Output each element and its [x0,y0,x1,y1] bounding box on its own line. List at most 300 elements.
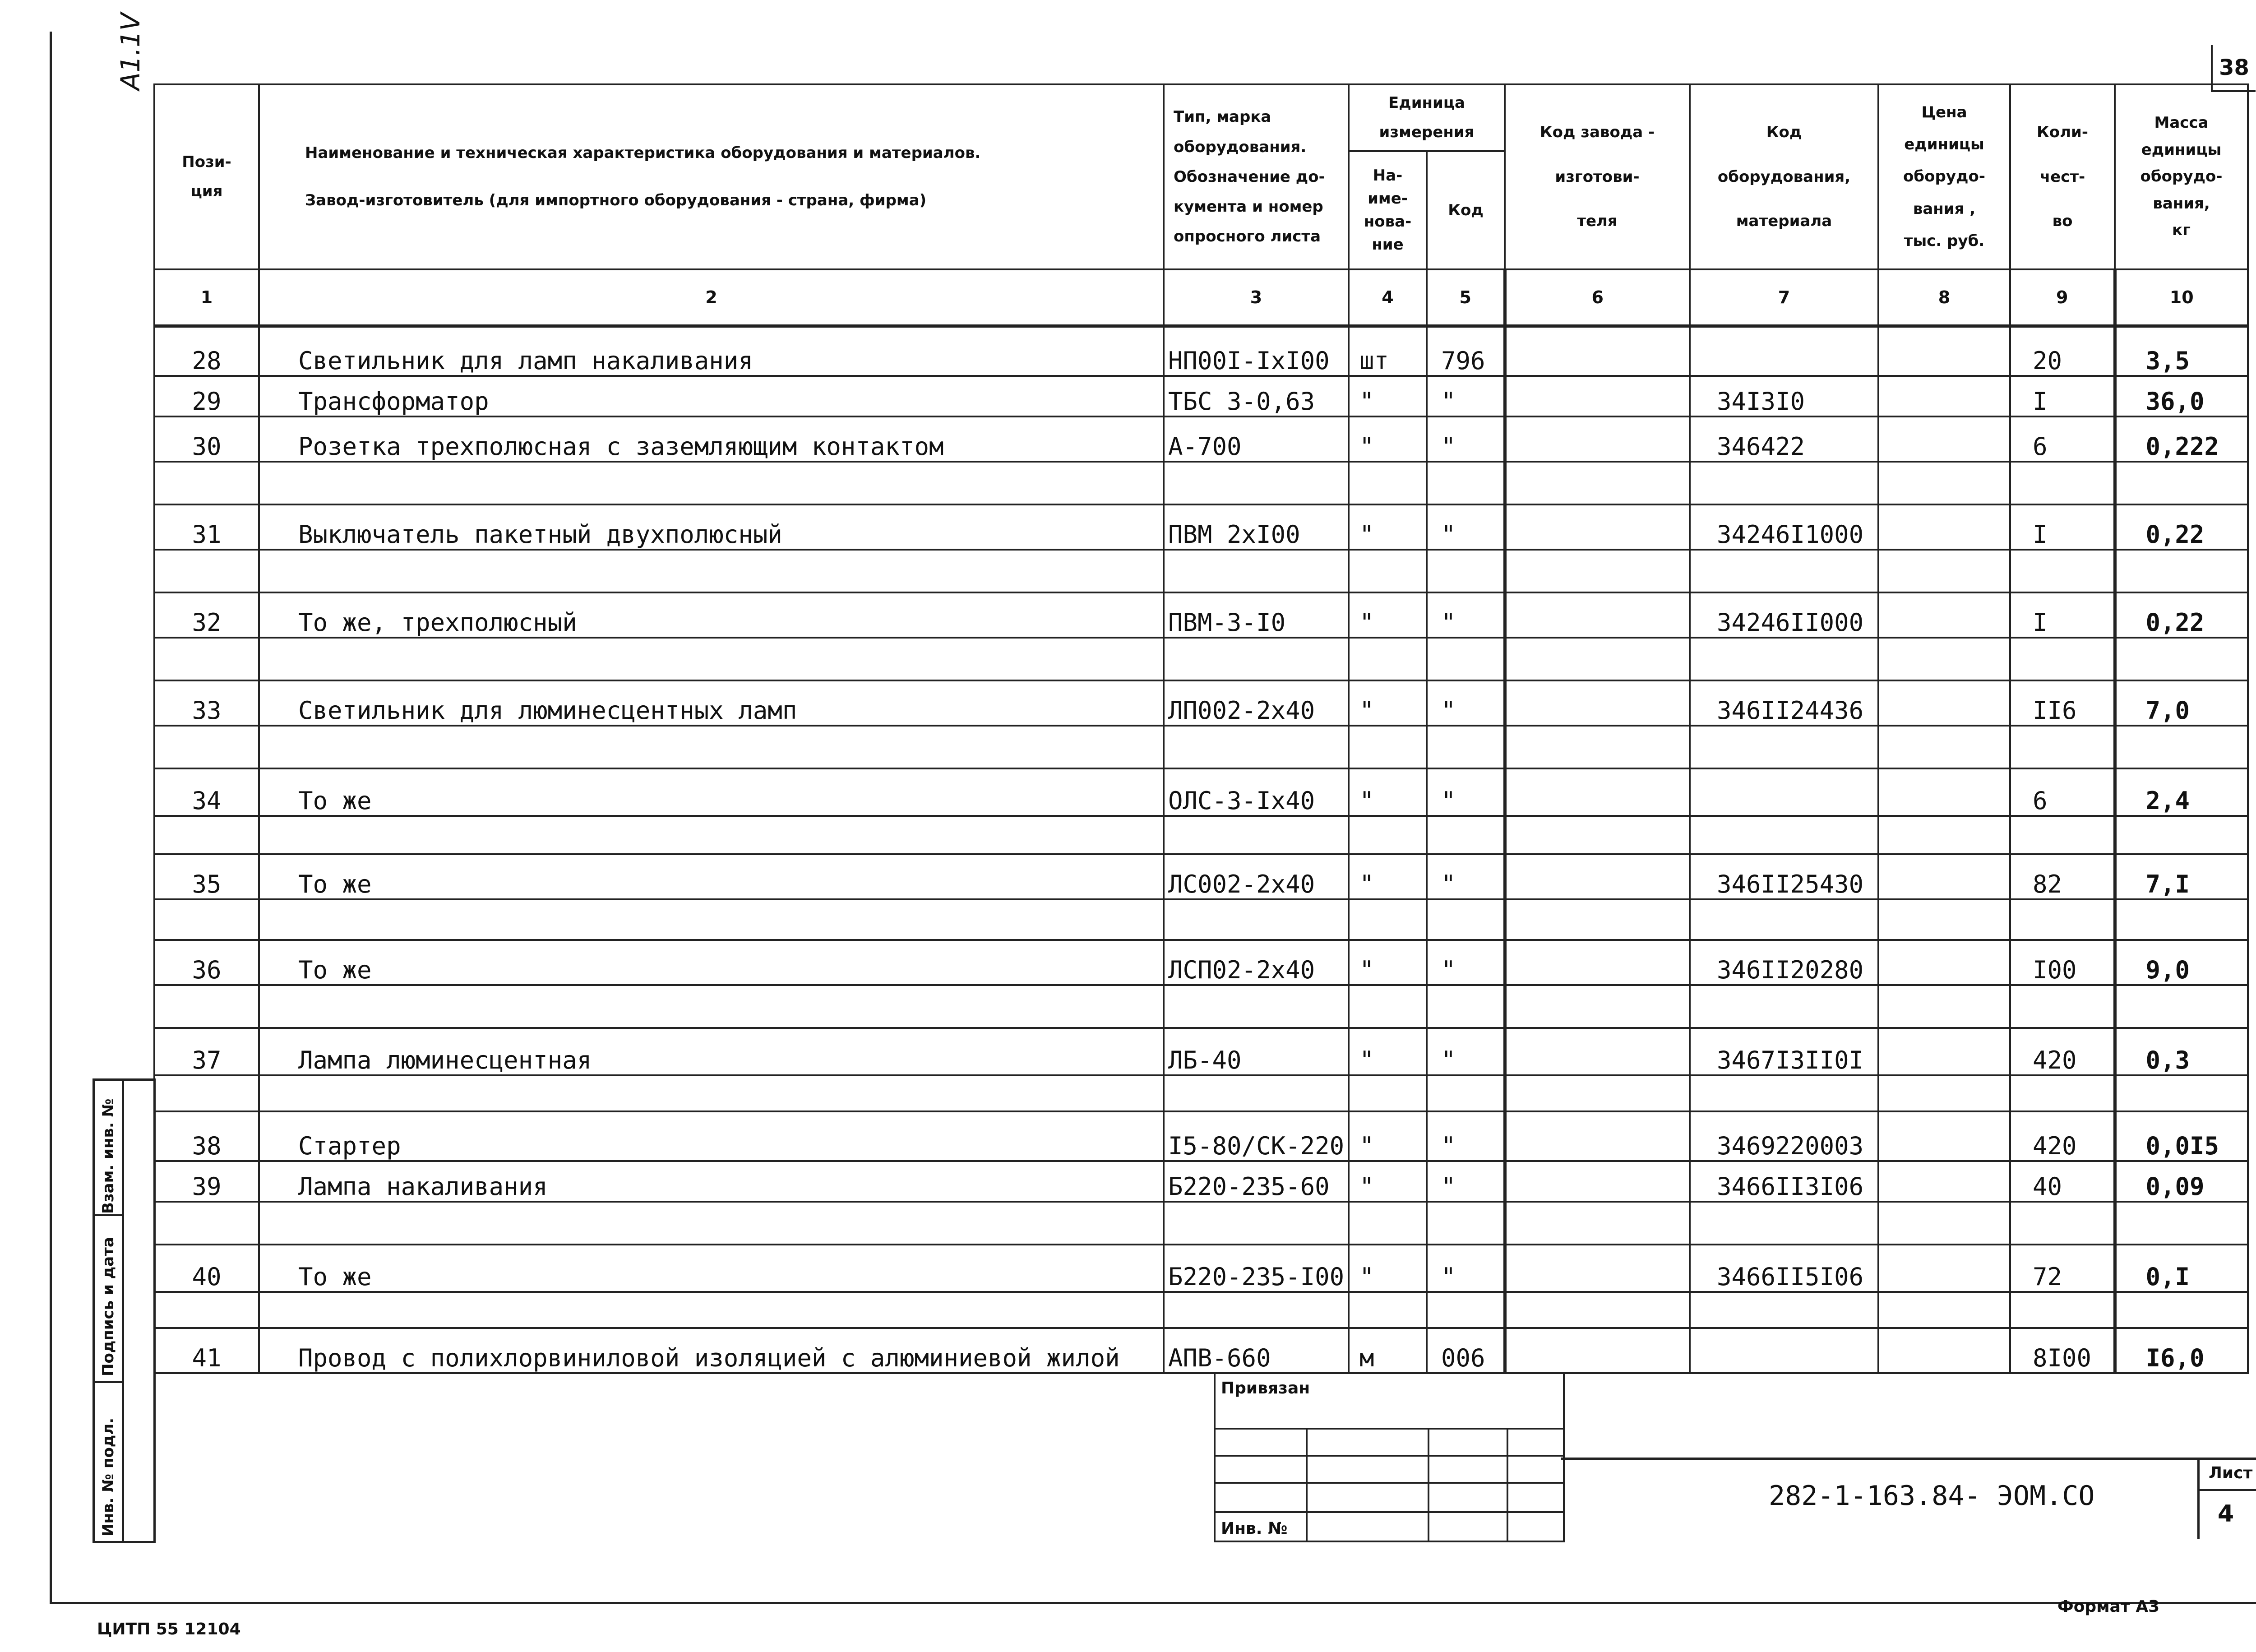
row-type: ТБС 3-0,63 [1164,376,1349,416]
row-unit-code [1427,816,1505,854]
row-quantity [2010,1202,2115,1245]
column-number: 4 [1349,269,1427,326]
row-type [1164,899,1349,940]
row-unit-code: " [1427,376,1505,416]
row-unit: " [1349,680,1427,726]
row-quantity: I [2010,376,2115,416]
row-price [1878,985,2010,1028]
row-material-code: 346II24436 [1690,680,1878,726]
row-material-code [1690,462,1878,504]
table-row [154,462,2248,504]
row-type: НП00I-IxI00 [1164,326,1349,376]
header-manufacturer: Завод-изготовитель (для импортного оборудования - страна, фирма) [305,191,927,209]
table-row [154,816,2248,854]
row-position [154,985,259,1028]
column-number: 1 [154,269,259,326]
sheet-box [2197,1458,2256,1539]
row-mass [2115,726,2248,768]
row-position: 36 [154,940,259,985]
row-maker-code [1505,416,1690,462]
row-unit-code: " [1427,940,1505,985]
row-unit-code: " [1427,1161,1505,1202]
header-name: Наименование и техническая характеристика оборудования и материалов. [305,144,981,162]
row-maker-code [1505,1245,1690,1292]
row-maker-code [1505,1328,1690,1373]
row-unit [1349,462,1427,504]
row-type: ОЛС-3-Ix40 [1164,768,1349,816]
row-quantity: 6 [2010,416,2115,462]
row-type: Б220-235-60 [1164,1161,1349,1202]
row-mass: 9,0 [2115,940,2248,985]
row-type [1164,816,1349,854]
row-name: Трансформатор [259,376,1164,416]
row-unit: м [1349,1328,1427,1373]
row-unit [1349,550,1427,592]
row-maker-code [1505,1075,1690,1111]
table-row [154,550,2248,592]
row-position: 35 [154,854,259,899]
row-mass: 0,I [2115,1245,2248,1292]
row-unit: " [1349,1111,1427,1161]
row-name [259,985,1164,1028]
row-mass [2115,985,2248,1028]
row-mass [2115,550,2248,592]
header-mass: Масса единицы оборудо- вания, кг [2115,84,2248,269]
row-type: А-700 [1164,416,1349,462]
row-maker-code [1505,985,1690,1028]
row-material-code [1690,726,1878,768]
binding-divider [1507,1428,1508,1541]
row-type: ЛП002-2x40 [1164,680,1349,726]
table-row [154,326,2248,376]
header-unit-code: Код [1427,151,1505,269]
row-price [1878,504,2010,550]
row-maker-code [1505,550,1690,592]
row-maker-code [1505,376,1690,416]
row-name: То же [259,940,1164,985]
table-row [154,726,2248,768]
row-mass [2115,462,2248,504]
row-material-code: 3469220003 [1690,1111,1878,1161]
row-type: Б220-235-I00 [1164,1245,1349,1292]
column-number: 6 [1505,269,1690,326]
row-unit-code [1427,899,1505,940]
row-material-code [1690,638,1878,680]
row-unit: " [1349,1245,1427,1292]
row-type [1164,1202,1349,1245]
row-mass: 0,222 [2115,416,2248,462]
row-mass: 0,22 [2115,504,2248,550]
row-position: 40 [154,1245,259,1292]
row-position [154,550,259,592]
row-quantity [2010,899,2115,940]
row-quantity [2010,726,2115,768]
row-position [154,1075,259,1111]
row-name: Светильник для ламп накаливания [259,326,1164,376]
row-mass: 0,22 [2115,592,2248,638]
row-name: Светильник для люминесцентных ламп [259,680,1164,726]
row-unit-code [1427,1202,1505,1245]
row-maker-code [1505,940,1690,985]
row-material-code: 34246II000 [1690,592,1878,638]
document-code: 282-1-163.84- ЭОМ.СО [1769,1480,2095,1512]
row-name: То же, трехполюсный [259,592,1164,638]
row-material-code [1690,1075,1878,1111]
row-mass: 0,0I5 [2115,1111,2248,1161]
row-name [259,899,1164,940]
row-maker-code [1505,726,1690,768]
row-type [1164,726,1349,768]
row-material-code: 34246I1000 [1690,504,1878,550]
row-unit-code: " [1427,1245,1505,1292]
row-type: ПВМ-3-I0 [1164,592,1349,638]
title-block-rule [1561,1458,2256,1460]
table-row [154,1161,2248,1202]
row-mass [2115,816,2248,854]
row-price [1878,1328,2010,1373]
row-mass: 0,3 [2115,1028,2248,1075]
row-maker-code [1505,1111,1690,1161]
row-quantity: 8I00 [2010,1328,2115,1373]
row-price [1878,816,2010,854]
row-unit-code: " [1427,592,1505,638]
table-row [154,899,2248,940]
column-number-row [154,269,2248,326]
row-material-code: 346II25430 [1690,854,1878,899]
row-unit: " [1349,1161,1427,1202]
row-quantity [2010,985,2115,1028]
table-row [154,376,2248,416]
row-quantity [2010,550,2115,592]
row-material-code [1690,816,1878,854]
row-position: 31 [154,504,259,550]
row-name [259,726,1164,768]
row-material-code [1690,1202,1878,1245]
row-quantity [2010,462,2115,504]
row-position: 41 [154,1328,259,1373]
row-unit [1349,899,1427,940]
row-type: ПВМ 2xI00 [1164,504,1349,550]
row-unit: " [1349,376,1427,416]
header-material-code: Код оборудования, материала [1690,84,1878,269]
row-price [1878,1245,2010,1292]
row-name: То же [259,854,1164,899]
row-position: 39 [154,1161,259,1202]
specification-table [153,83,2249,1374]
row-price [1878,376,2010,416]
row-price [1878,1161,2010,1202]
row-quantity: I [2010,592,2115,638]
row-position [154,816,259,854]
header-maker-code: Код завода - изготови- теля [1505,84,1690,269]
header-type: Тип, марка оборудования. Обозначение до- кумента и номер опросного листа [1164,84,1349,269]
row-name: Провод с полихлорвиниловой изоляцией с алюминиевой жилой [259,1328,1164,1373]
row-unit [1349,816,1427,854]
binding-rule [1216,1428,1563,1430]
row-material-code [1690,768,1878,816]
column-number: 10 [2115,269,2248,326]
row-maker-code [1505,816,1690,854]
row-unit-code: " [1427,680,1505,726]
row-unit-code [1427,726,1505,768]
row-maker-code [1505,326,1690,376]
row-position: 32 [154,592,259,638]
row-type [1164,462,1349,504]
row-price [1878,1292,2010,1328]
row-price [1878,416,2010,462]
row-unit: шт [1349,326,1427,376]
row-maker-code [1505,1161,1690,1202]
table-row [154,638,2248,680]
column-number: 3 [1164,269,1349,326]
approval-strip [92,1078,156,1543]
row-unit-code [1427,1075,1505,1111]
row-unit-code: 006 [1427,1328,1505,1373]
side-mark: А1.1V [115,13,146,90]
row-unit: " [1349,416,1427,462]
row-maker-code [1505,592,1690,638]
row-type: ЛСП02-2x40 [1164,940,1349,985]
row-unit-code: " [1427,504,1505,550]
row-unit: " [1349,504,1427,550]
row-maker-code [1505,680,1690,726]
sheet-label: Лист [2209,1464,2253,1482]
row-quantity: 20 [2010,326,2115,376]
strip-label-original-inv: Инв. № подл. [99,1417,117,1536]
row-maker-code [1505,1028,1690,1075]
row-price [1878,326,2010,376]
header-name-group [259,84,1164,269]
row-mass: 0,09 [2115,1161,2248,1202]
row-name [259,550,1164,592]
row-position [154,899,259,940]
row-name: То же [259,1245,1164,1292]
row-material-code: 3466II3I06 [1690,1161,1878,1202]
sheet-box-rule [2200,1489,2256,1491]
row-material-code [1690,326,1878,376]
row-material-code: 3467I3II0I [1690,1028,1878,1075]
header-position: Пози- ция [154,84,259,269]
table-row [154,854,2248,899]
row-position [154,462,259,504]
row-position: 37 [154,1028,259,1075]
row-position: 34 [154,768,259,816]
row-name: Лампа накаливания [259,1161,1164,1202]
row-mass: 3,5 [2115,326,2248,376]
row-mass: 7,I [2115,854,2248,899]
row-mass [2115,899,2248,940]
row-material-code: 346II20280 [1690,940,1878,985]
row-price [1878,940,2010,985]
row-price [1878,768,2010,816]
sheet-number: 4 [2218,1500,2234,1527]
row-position [154,1292,259,1328]
table-row [154,504,2248,550]
column-number: 8 [1878,269,2010,326]
row-unit-code: " [1427,416,1505,462]
row-price [1878,638,2010,680]
row-name [259,1202,1164,1245]
row-unit [1349,985,1427,1028]
column-number: 7 [1690,269,1878,326]
row-price [1878,1202,2010,1245]
header-quantity: Коли- чест- во [2010,84,2115,269]
row-price [1878,1028,2010,1075]
row-quantity: 72 [2010,1245,2115,1292]
row-price [1878,854,2010,899]
table-row [154,768,2248,816]
row-position [154,638,259,680]
row-name [259,816,1164,854]
row-name: Выключатель пакетный двухполюсный [259,504,1164,550]
table-row [154,940,2248,985]
row-unit-code [1427,985,1505,1028]
row-unit-code [1427,638,1505,680]
row-mass: 2,4 [2115,768,2248,816]
row-maker-code [1505,1202,1690,1245]
row-quantity: 40 [2010,1161,2115,1202]
row-unit-code: " [1427,768,1505,816]
row-mass: 7,0 [2115,680,2248,726]
row-price [1878,592,2010,638]
row-position [154,726,259,768]
row-quantity [2010,1075,2115,1111]
row-price [1878,462,2010,504]
binding-rule [1216,1455,1563,1457]
row-mass: I6,0 [2115,1328,2248,1373]
binding-rule [1216,1511,1563,1513]
row-quantity: I00 [2010,940,2115,985]
row-type: ЛБ-40 [1164,1028,1349,1075]
row-type [1164,985,1349,1028]
table-row [154,680,2248,726]
citp-label: ЦИТП 55 12104 [97,1620,241,1638]
row-material-code [1690,1292,1878,1328]
row-unit [1349,1292,1427,1328]
strip-label-replaced-inv: Взам. инв. № [99,1098,117,1214]
column-number: 5 [1427,269,1505,326]
row-name: Лампа люминесцентная [259,1028,1164,1075]
row-position: 38 [154,1111,259,1161]
table-row [154,1245,2248,1292]
row-quantity: 420 [2010,1028,2115,1075]
row-maker-code [1505,854,1690,899]
row-maker-code [1505,768,1690,816]
binding-divider [1428,1428,1429,1541]
row-type: ЛС002-2x40 [1164,854,1349,899]
row-unit [1349,1075,1427,1111]
row-material-code [1690,899,1878,940]
row-quantity [2010,1292,2115,1328]
header-unit-group: Единица измерения [1349,84,1505,151]
row-price [1878,680,2010,726]
row-type [1164,550,1349,592]
row-unit: " [1349,768,1427,816]
row-mass [2115,638,2248,680]
table-row [154,985,2248,1028]
row-type [1164,638,1349,680]
binding-divider [1306,1428,1308,1541]
row-position: 33 [154,680,259,726]
row-unit-code [1427,1292,1505,1328]
row-mass: 36,0 [2115,376,2248,416]
row-mass [2115,1202,2248,1245]
row-type [1164,1075,1349,1111]
row-unit-code: " [1427,1028,1505,1075]
column-number: 2 [259,269,1164,326]
row-name [259,1292,1164,1328]
row-quantity: II6 [2010,680,2115,726]
row-price [1878,550,2010,592]
row-position [154,1202,259,1245]
row-quantity [2010,816,2115,854]
row-unit [1349,726,1427,768]
row-price [1878,1075,2010,1111]
format-label: Формат А3 [2057,1597,2160,1616]
row-price [1878,726,2010,768]
row-price [1878,899,2010,940]
header-unit-name: На- име- нова- ние [1349,151,1427,269]
row-quantity: 420 [2010,1111,2115,1161]
row-material-code: 34I3I0 [1690,376,1878,416]
row-quantity: I [2010,504,2115,550]
row-name: Розетка трехполюсная с заземляющим контактом [259,416,1164,462]
row-maker-code [1505,504,1690,550]
table-row [154,1075,2248,1111]
row-unit-code: 796 [1427,326,1505,376]
table-row [154,1028,2248,1075]
row-unit-code: " [1427,854,1505,899]
row-quantity [2010,638,2115,680]
row-maker-code [1505,638,1690,680]
row-price [1878,1111,2010,1161]
row-material-code: 3466II5I06 [1690,1245,1878,1292]
row-name [259,638,1164,680]
row-unit-code [1427,462,1505,504]
row-material-code [1690,550,1878,592]
row-material-code: 346422 [1690,416,1878,462]
corner-sheet-number: 38 [2211,45,2256,92]
table-row [154,1111,2248,1161]
binding-rule [1216,1482,1563,1484]
row-mass [2115,1075,2248,1111]
table-row [154,1328,2248,1373]
column-number: 9 [2010,269,2115,326]
header-price: Цена единицы оборудо- вания , тыс. руб. [1878,84,2010,269]
row-unit-code: " [1427,1111,1505,1161]
row-name [259,462,1164,504]
binding-block [1214,1372,1565,1542]
strip-label-signature: Подпись и дата [99,1237,117,1376]
row-material-code [1690,985,1878,1028]
row-position: 30 [154,416,259,462]
table-row [154,416,2248,462]
row-type [1164,1292,1349,1328]
row-unit: " [1349,1028,1427,1075]
row-unit [1349,1202,1427,1245]
binding-header: Привязан [1221,1379,1310,1397]
row-unit: " [1349,940,1427,985]
row-name: То же [259,768,1164,816]
row-maker-code [1505,1292,1690,1328]
row-unit: " [1349,854,1427,899]
row-position: 28 [154,326,259,376]
row-unit: " [1349,592,1427,638]
binding-inv-label: Инв. № [1221,1519,1288,1538]
row-type: АПВ-660 [1164,1328,1349,1373]
row-name: Стартер [259,1111,1164,1161]
row-material-code [1690,1328,1878,1373]
